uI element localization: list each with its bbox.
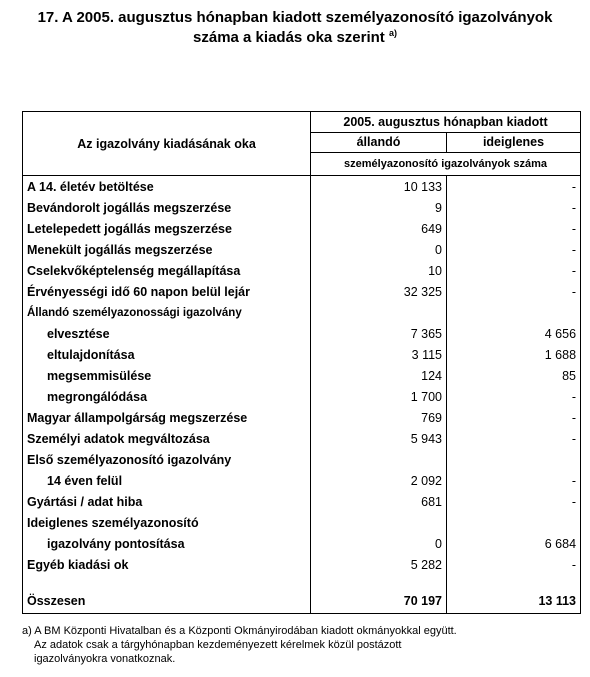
cell-temporary: -: [447, 281, 581, 302]
cell-temporary: -: [447, 218, 581, 239]
row-label: Érvényességi idő 60 napon belül lejár: [23, 281, 311, 302]
table-row: [23, 281, 581, 302]
cell-temporary: [447, 449, 581, 470]
cell-temporary: -: [447, 470, 581, 491]
spacer-cell: [23, 575, 311, 589]
row-label: Cselekvőképtelenség megállapítása: [23, 260, 311, 281]
row-label: Magyar állampolgárság megszerzése: [23, 407, 311, 428]
row-label: igazolvány pontosítása: [23, 533, 311, 554]
header-row-period: [23, 112, 581, 133]
row-label: Személyi adatok megváltozása: [23, 428, 311, 449]
footnote: [22, 624, 457, 666]
cell-permanent: 681: [311, 491, 447, 512]
table-row: [23, 218, 581, 239]
cell-permanent: 1 700: [311, 386, 447, 407]
title-line-2: [0, 28, 590, 48]
cell-temporary: -: [447, 407, 581, 428]
table-row: [23, 344, 581, 365]
total-row: [23, 589, 581, 614]
cell-permanent: 124: [311, 365, 447, 386]
row-label: Egyéb kiadási ok: [23, 554, 311, 575]
header-temporary: ideiglenes: [447, 132, 581, 153]
row-label: megrongálódása: [23, 386, 311, 407]
cell-permanent: 769: [311, 407, 447, 428]
cell-permanent: 649: [311, 218, 447, 239]
table-row: [23, 323, 581, 344]
cell-permanent: 5 282: [311, 554, 447, 575]
row-label: elvesztése: [23, 323, 311, 344]
row-label: A 14. életév betöltése: [23, 176, 311, 198]
row-label: Gyártási / adat hiba: [23, 491, 311, 512]
cell-permanent: 5 943: [311, 428, 447, 449]
cell-permanent: 10: [311, 260, 447, 281]
cell-temporary: [447, 302, 581, 323]
total-label: Összesen: [23, 589, 311, 614]
table-row: [23, 197, 581, 218]
row-label: Ideiglenes személyazonosító: [23, 512, 311, 533]
header-reason: Az igazolvány kiadásának oka: [23, 112, 311, 176]
total-temporary: 13 113: [447, 589, 581, 614]
cell-temporary: -: [447, 491, 581, 512]
table-title: [0, 8, 590, 48]
cell-permanent: [311, 302, 447, 323]
spacer-row: [23, 575, 581, 589]
cell-permanent: 9: [311, 197, 447, 218]
spacer-cell: [311, 575, 447, 589]
footnote-line-3: igazolványokra vonatkoznak.: [34, 653, 176, 665]
table-row: [23, 533, 581, 554]
row-label: Menekült jogállás megszerzése: [23, 239, 311, 260]
row-label: Első személyazonosító igazolvány: [23, 449, 311, 470]
cell-temporary: -: [447, 386, 581, 407]
cell-temporary: 4 656: [447, 323, 581, 344]
cell-permanent: 7 365: [311, 323, 447, 344]
row-label: eltulajdonítása: [23, 344, 311, 365]
table-row: [23, 239, 581, 260]
table-row: [23, 554, 581, 575]
cell-temporary: -: [447, 176, 581, 198]
row-label: 14 éven felül: [23, 470, 311, 491]
table-row: [23, 449, 581, 470]
table-row: [23, 260, 581, 281]
title-footnote-marker: a): [388, 28, 397, 38]
cell-permanent: 32 325: [311, 281, 447, 302]
table-row: [23, 512, 581, 533]
header-unit: személyazonosító igazolványok száma: [311, 153, 581, 176]
cell-temporary: -: [447, 428, 581, 449]
title-line-1: 17. A 2005. augusztus hónapban kiadott személyazonosító igazolványok: [37, 9, 553, 26]
table-row: [23, 491, 581, 512]
data-table: [22, 111, 581, 614]
cell-temporary: -: [447, 260, 581, 281]
cell-permanent: 10 133: [311, 176, 447, 198]
table-row: [23, 176, 581, 198]
cell-permanent: [311, 512, 447, 533]
table-row: [23, 428, 581, 449]
cell-temporary: 1 688: [447, 344, 581, 365]
total-permanent: 70 197: [311, 589, 447, 614]
footnote-line-1: a) A BM Központi Hivatalban és a Központi Okmányirodában kiadott okmányokkal együtt.: [22, 625, 457, 637]
spacer-cell: [447, 575, 581, 589]
footnote-line-2: Az adatok csak a tárgyhónapban kezdeményezett kérelmek közül postázott: [34, 639, 402, 651]
row-label: megsemmisülése: [23, 365, 311, 386]
header-period: 2005. augusztus hónapban kiadott: [311, 112, 581, 133]
row-label: Állandó személyazonossági igazolvány: [23, 302, 311, 323]
cell-temporary: [447, 512, 581, 533]
row-label: Bevándorolt jogállás megszerzése: [23, 197, 311, 218]
cell-permanent: 0: [311, 239, 447, 260]
cell-permanent: 0: [311, 533, 447, 554]
cell-permanent: [311, 449, 447, 470]
header-permanent: állandó: [311, 132, 447, 153]
table-row: [23, 365, 581, 386]
table-row: [23, 386, 581, 407]
cell-temporary: 6 684: [447, 533, 581, 554]
cell-temporary: -: [447, 554, 581, 575]
table-row: [23, 302, 581, 323]
table-row: [23, 407, 581, 428]
cell-temporary: 85: [447, 365, 581, 386]
cell-permanent: 2 092: [311, 470, 447, 491]
cell-permanent: 3 115: [311, 344, 447, 365]
table-row: [23, 470, 581, 491]
row-label: Letelepedett jogállás megszerzése: [23, 218, 311, 239]
cell-temporary: -: [447, 239, 581, 260]
title-line-2-text: száma a kiadás oka szerint: [193, 29, 385, 46]
cell-temporary: -: [447, 197, 581, 218]
